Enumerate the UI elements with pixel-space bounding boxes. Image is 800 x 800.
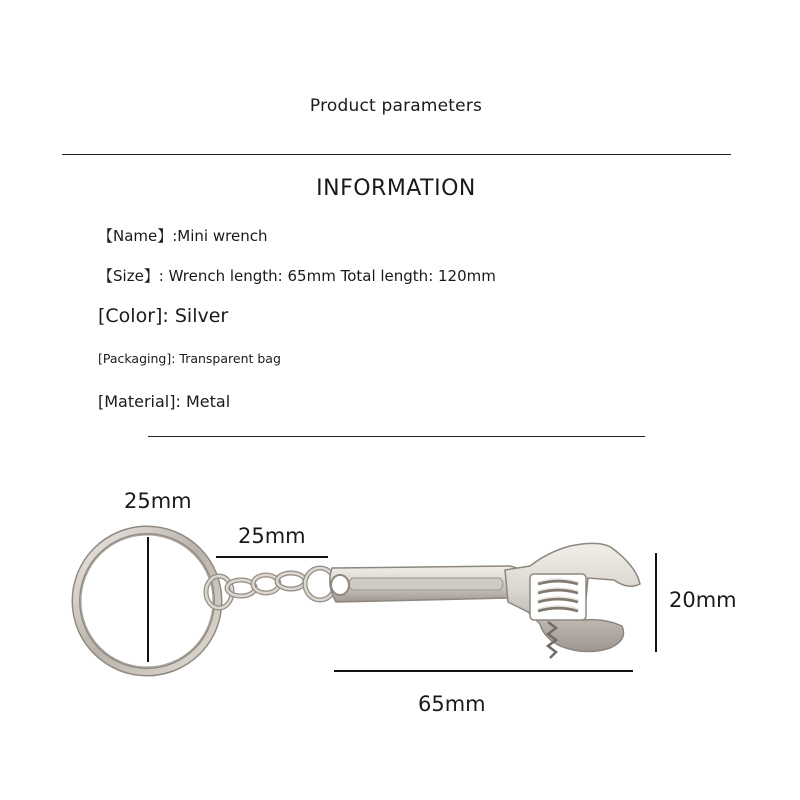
- param-packaging: [Packaging]: Transparent bag: [98, 351, 281, 366]
- wrench-length-label: 65mm: [418, 692, 486, 716]
- page-title: Product parameters: [309, 96, 483, 116]
- chain-icon: [206, 568, 335, 608]
- wrench-icon: [330, 543, 640, 658]
- param-color: [Color]: Silver: [98, 305, 229, 327]
- ring-diameter-label: 25mm: [124, 489, 192, 513]
- param-name: 【Name】:Mini wrench: [98, 227, 268, 245]
- param-size: 【Size】: Wrench length: 65mm Total length: 120mm: [98, 267, 496, 285]
- jaw-height-label: 20mm: [669, 588, 737, 612]
- information-heading: INFORMATION: [316, 176, 476, 201]
- chain-length-label: 25mm: [238, 524, 306, 548]
- param-material: [Material]: Metal: [98, 392, 231, 411]
